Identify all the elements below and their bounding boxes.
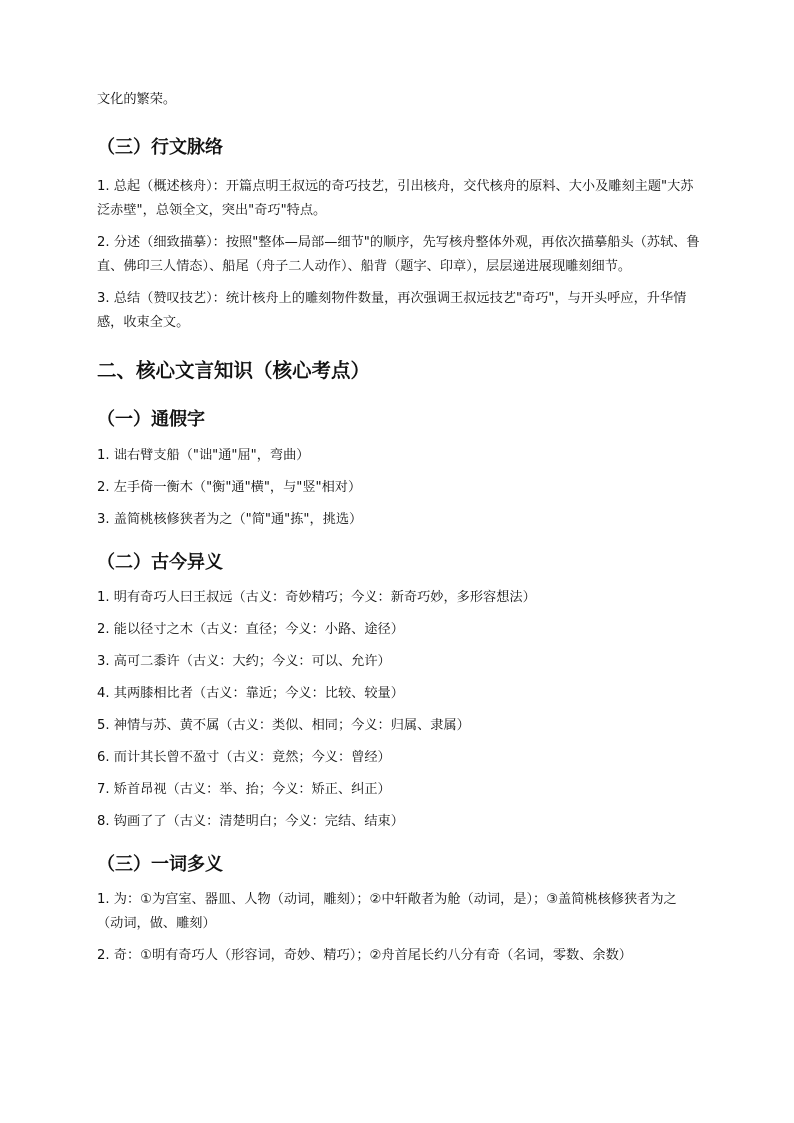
subsection-3-item: 2. 奇：①明有奇巧人（形容词，奇妙、精巧）；②舟首尾长约八分有奇（名词，零数、余数） bbox=[97, 948, 632, 963]
subsection-2-item: 1. 明有奇巧人曰王叔远（古义：奇妙精巧；今义：新奇巧妙，多形容想法） bbox=[97, 590, 536, 605]
subsection-3-item: 1. 为：①为宫室、器皿、人物（动词，雕刻）；②中轩敞者为舱（动词，是）；③盖简桃核修狭者为之（动词，做、雕刻） bbox=[97, 892, 677, 931]
document-body bbox=[97, 88, 701, 968]
subsection-2-item: 4. 其两膝相比者（古义：靠近；今义：比较、较量） bbox=[97, 686, 404, 701]
subsection-1-item: 3. 盖简桃核修狭者为之（"简"通"拣"，挑选） bbox=[97, 512, 363, 527]
subsection-2-heading: （二）古今异义 bbox=[97, 552, 223, 573]
subsection-2-item: 5. 神情与苏、黄不属（古义：类似、相同；今义：归属、隶属） bbox=[97, 718, 470, 733]
subsection-3-heading: （三）一词多义 bbox=[97, 854, 223, 875]
section-3-item: 1. 总起（概述核舟）：开篇点明王叔远的奇巧技艺，引出核舟，交代核舟的原料、大小及雕刻主题"大苏泛赤壁"，总领全文，突出"奇巧"特点。 bbox=[97, 179, 694, 218]
subsection-1-heading: （一）通假字 bbox=[97, 409, 205, 430]
subsection-2-item: 2. 能以径寸之木（古义：直径；今义：小路、途径） bbox=[97, 622, 404, 637]
subsection-1-item: 1. 诎右臂支船（"诎"通"屈"，弯曲） bbox=[97, 448, 310, 463]
section-3-item: 3. 总结（赞叹技艺）：统计核舟上的雕刻物件数量，再次强调王叔远技艺"奇巧"，与开头呼应，升华情感，收束全文。 bbox=[97, 291, 687, 330]
subsection-2-item: 7. 矫首昂视（古义：举、抬；今义：矫正、纠正） bbox=[97, 782, 391, 797]
subsection-1-item: 2. 左手倚一衡木（"衡"通"横"，与"竖"相对） bbox=[97, 480, 362, 495]
subsection-2-item: 8. 钩画了了（古义：清楚明白；今义：完结、结束） bbox=[97, 814, 404, 829]
section-3-heading: （三）行文脉络 bbox=[97, 137, 223, 158]
subsection-2-item: 3. 高可二黍许（古义：大约；今义：可以、允许） bbox=[97, 654, 391, 669]
part-2-heading: 二、核心文言知识（核心考点） bbox=[97, 359, 371, 382]
subsection-2-item: 6. 而计其长曾不盈寸（古义：竟然；今义：曾经） bbox=[97, 750, 391, 765]
section-3-item: 2. 分述（细致描摹）：按照"整体—局部—细节"的顺序，先写核舟整体外观，再依次描摹船头（苏轼、鲁直、佛印三人情态）、船尾（舟子二人动作）、船背（题字、印章），层层递进展现雕刻细节。 bbox=[97, 235, 700, 274]
intro-tail-text: 文化的繁荣。 bbox=[97, 92, 177, 107]
